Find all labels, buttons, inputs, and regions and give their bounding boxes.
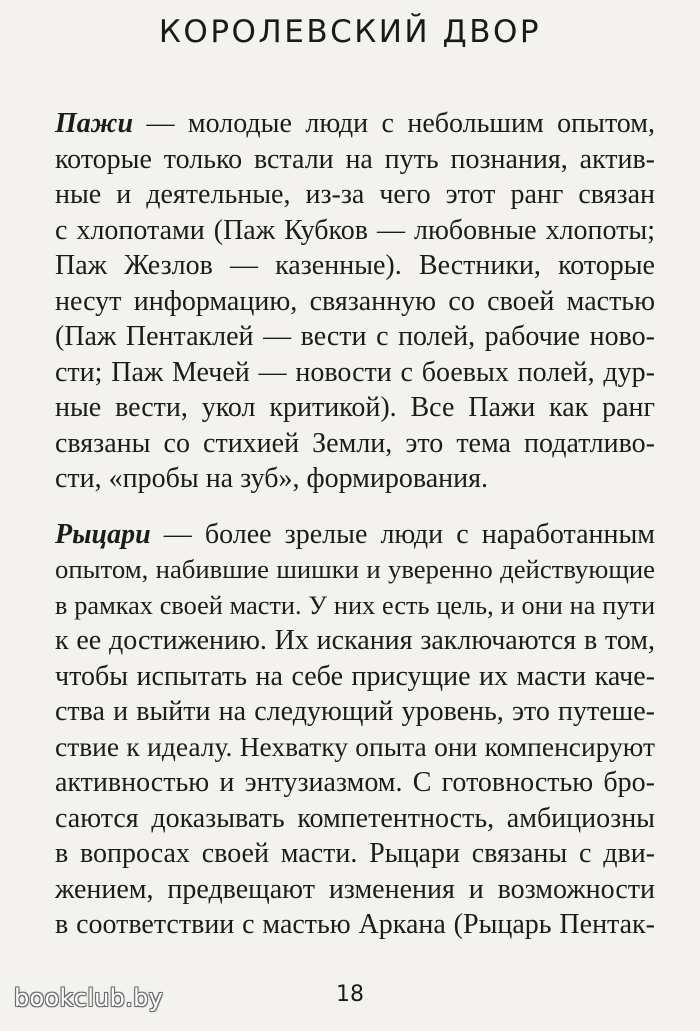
text-line: жением, предвещают изменения и возможности: [55, 873, 655, 905]
text-line: несут информацию, связанную со своей мастью: [55, 285, 655, 317]
text-line: ные вести, укол критикой). Все Пажи как ранг: [55, 392, 655, 423]
text-line: [55, 517, 655, 553]
text-line: Паж Жезлов — казенные). Вестники, которые: [55, 250, 655, 281]
text-line: сти, «пробы на зуб», формирования.: [55, 463, 489, 494]
text-line: связаны со стихией Земли, это тема податливо-: [55, 427, 655, 459]
text-line: с хлопотами (Паж Кубков — любовные хлопоты;: [55, 214, 655, 246]
watermark: bookclub.by: [14, 984, 164, 1012]
text-line: к ее достижению. Их искания заключаются в том,: [55, 625, 655, 656]
text-line: (Паж Пентаклей — вести с полей, рабочие ново-: [55, 321, 655, 352]
text-line: в рамках своей масти. У них есть цель, и они на пути: [55, 590, 655, 620]
page-title: КОРОЛЕВСКИЙ ДВОР: [158, 14, 542, 50]
text-line: активностью и энтузиазмом. С готовностью бро-: [55, 767, 655, 798]
text-line: саются доказывать компетентность, амбициозны: [55, 802, 655, 834]
text-line: в соответствии с мастью Аркана (Рыцарь Пентак-: [55, 909, 655, 940]
text-line: опытом, набившие шишки и уверенно действующие: [55, 554, 655, 584]
text-line: в вопросах своей масти. Рыцари связаны с дви-: [55, 838, 655, 869]
text-line: ные и деятельные, из-за чего этот ранг связан: [55, 179, 655, 210]
body-text: [55, 106, 655, 943]
term-knights: Рыцари: [55, 518, 151, 550]
term-pages: Пажи: [55, 108, 134, 139]
text-line: ства и выйти на следующий уровень, это путеше-: [55, 696, 655, 727]
text-line: которые только встали на путь познания, актив-: [55, 143, 655, 175]
line-text: — более зрелые люди с наработанным: [150, 518, 655, 550]
text-line: чтобы испытать на себе присущие их масти каче-: [55, 660, 655, 692]
text-line: [55, 106, 655, 142]
paragraph-pages: [55, 106, 655, 497]
text-line: ствие к идеалу. Нехватку опыта они компенсируют: [55, 731, 655, 762]
paragraph-knights: [55, 517, 655, 943]
line-text: — молодые люди с небольшим опытом,: [133, 108, 655, 139]
text-line: сти; Паж Мечей — новости с боевых полей, дур-: [55, 356, 655, 388]
page-number: 18: [336, 982, 364, 1007]
